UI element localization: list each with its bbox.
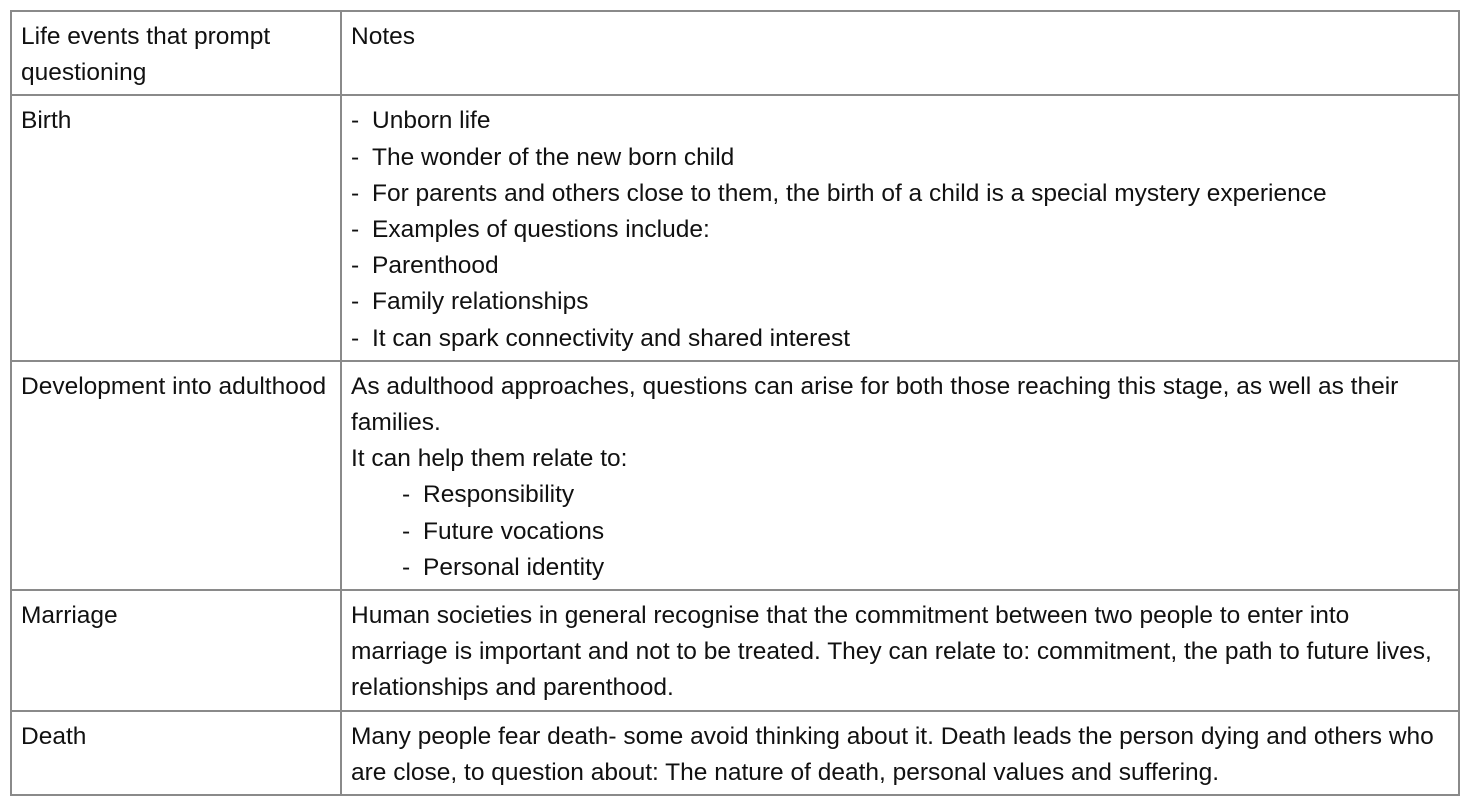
notes-paragraph: As adulthood approaches, questions can arise for both those reaching this stage, as well as their families. <box>351 372 1399 437</box>
list-item: - For parents and others close to them, the birth of a child is a special mystery experience <box>351 176 1449 212</box>
header-cell-life-events: Life events that prompt questioning <box>11 11 341 95</box>
table-row-death <box>11 711 1459 795</box>
notes-cell: Human societies in general recognise that the commitment between two people to enter into marriage is important and not to be treated. They can relate to: commitment, the path to future lives, relationships and parenthood. <box>341 590 1459 711</box>
list-item: - It can spark connectivity and shared interest <box>351 321 1449 357</box>
list-item: - Unborn life <box>351 103 1449 139</box>
header-cell-notes: Notes <box>341 11 1459 95</box>
notes-cell <box>341 95 1459 360</box>
adulthood-notes-list <box>351 477 1449 586</box>
list-item: - The wonder of the new born child <box>351 140 1449 176</box>
list-item: - Responsibility <box>402 477 1449 513</box>
header-row <box>11 11 1459 95</box>
event-cell: Development into adulthood <box>11 361 341 590</box>
list-item: - Parenthood <box>351 248 1449 284</box>
table-row-birth <box>11 95 1459 360</box>
notes-lead: It can help them relate to: <box>351 445 628 473</box>
event-cell: Marriage <box>11 590 341 711</box>
list-item: - Personal identity <box>402 550 1449 586</box>
notes-cell: Many people fear death- some avoid thinking about it. Death leads the person dying and others who are close, to question about: The nature of death, personal values and suffering. <box>341 711 1459 795</box>
event-cell: Birth <box>11 95 341 360</box>
list-item: - Future vocations <box>402 514 1449 550</box>
birth-notes-list <box>351 103 1449 356</box>
list-item: - Examples of questions include: <box>351 212 1449 248</box>
table-row-marriage <box>11 590 1459 711</box>
notes-cell <box>341 361 1459 590</box>
table-row-adulthood <box>11 361 1459 590</box>
event-cell: Death <box>11 711 341 795</box>
life-events-table <box>10 10 1460 796</box>
list-item: - Family relationships <box>351 284 1449 320</box>
